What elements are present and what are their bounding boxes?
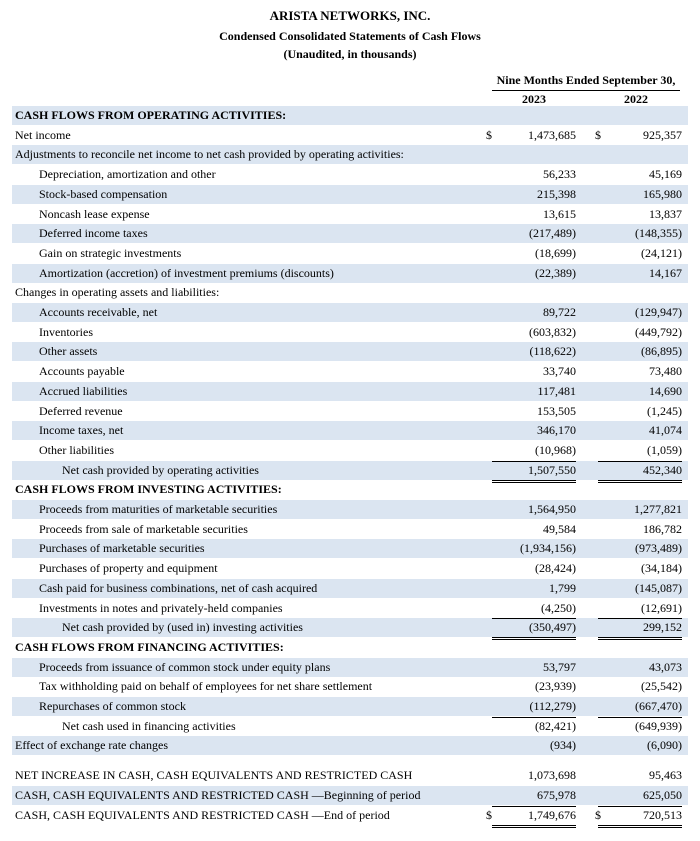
value-2022: (148,355) bbox=[635, 226, 682, 241]
row-label: Income taxes, net bbox=[39, 423, 124, 438]
table-row bbox=[12, 145, 688, 164]
row-label: Accounts payable bbox=[39, 364, 125, 379]
value-2022: 95,463 bbox=[649, 768, 682, 783]
value-2022: (667,470) bbox=[635, 699, 682, 713]
value-2023: 33,740 bbox=[543, 364, 576, 379]
row-label: Purchases of property and equipment bbox=[39, 561, 218, 576]
value-2022: (449,792) bbox=[635, 324, 682, 339]
table-row bbox=[12, 205, 688, 224]
value-2023: (350,497) bbox=[529, 620, 576, 635]
value-2023: 1,473,685 bbox=[528, 127, 576, 142]
value-2022: (24,121) bbox=[641, 245, 682, 260]
table-row bbox=[12, 736, 688, 755]
row-label: Proceeds from sale of marketable securities bbox=[39, 521, 248, 536]
table-row bbox=[12, 342, 688, 361]
value-2022: 452,340 bbox=[643, 462, 682, 477]
row-label: Cash paid for business combinations, net of cash acquired bbox=[39, 580, 318, 595]
company-name: ARISTA NETWORKS, INC. bbox=[269, 8, 431, 23]
row-label: Other liabilities bbox=[39, 442, 114, 457]
table-row bbox=[12, 559, 688, 578]
table-row bbox=[12, 382, 688, 401]
year-2022-header: 2022 bbox=[592, 92, 680, 108]
row-label: Proceeds from maturities of marketable securities bbox=[39, 502, 278, 516]
row-label: Changes in operating assets and liabilities: bbox=[15, 285, 220, 300]
row-label: Accrued liabilities bbox=[39, 383, 128, 398]
value-2023: 13,615 bbox=[543, 206, 576, 221]
period-header: Nine Months Ended September 30, bbox=[492, 73, 680, 91]
row-label: Purchases of marketable securities bbox=[39, 541, 205, 556]
row-label: Deferred income taxes bbox=[39, 226, 148, 241]
table-row bbox=[12, 500, 688, 519]
row-label: Accounts receivable, net bbox=[39, 305, 158, 319]
value-2023: (1,934,156) bbox=[520, 541, 576, 556]
value-2022: 73,480 bbox=[649, 364, 682, 379]
table-row bbox=[12, 185, 688, 204]
value-2023: 1,073,698 bbox=[528, 768, 576, 783]
value-2022: 165,980 bbox=[643, 186, 682, 201]
statement-title: Condensed Consolidated Statements of Cash Flows bbox=[219, 29, 481, 43]
row-label: Investments in notes and privately-held companies bbox=[39, 600, 283, 615]
table-row bbox=[12, 806, 688, 825]
value-2023: 215,398 bbox=[537, 186, 576, 201]
value-2023: 1,507,550 bbox=[528, 462, 576, 477]
value-2022: (1,059) bbox=[647, 442, 682, 457]
total-rule bbox=[492, 461, 576, 483]
row-label: Deferred revenue bbox=[39, 403, 123, 418]
value-2022: (145,087) bbox=[635, 580, 682, 595]
table-row bbox=[12, 697, 688, 716]
value-2023: 1,799 bbox=[549, 580, 576, 595]
value-2023: (28,424) bbox=[535, 561, 576, 576]
row-label: Amortization (accretion) of investment premiums (discounts) bbox=[39, 265, 334, 280]
value-2022: (34,184) bbox=[641, 561, 682, 576]
row-label: Noncash lease expense bbox=[39, 206, 150, 221]
value-2023: 675,978 bbox=[537, 787, 576, 802]
value-2023: (934) bbox=[550, 738, 576, 753]
value-2022: (129,947) bbox=[635, 305, 682, 319]
row-label: CASH FLOWS FROM FINANCING ACTIVITIES: bbox=[15, 639, 284, 654]
table-row bbox=[12, 126, 688, 145]
row-label: Other assets bbox=[39, 344, 98, 359]
row-label: CASH FLOWS FROM INVESTING ACTIVITIES: bbox=[15, 482, 282, 497]
table-row bbox=[12, 402, 688, 421]
row-label: Depreciation, amortization and other bbox=[39, 167, 216, 182]
value-2022: (6,090) bbox=[647, 738, 682, 753]
value-2023: 49,584 bbox=[543, 521, 576, 536]
table-row bbox=[12, 244, 688, 263]
value-2023: 117,481 bbox=[537, 383, 576, 398]
value-2023: 1,564,950 bbox=[528, 502, 576, 516]
table-row bbox=[12, 283, 688, 302]
value-2023: (22,389) bbox=[535, 265, 576, 280]
table-row bbox=[12, 579, 688, 598]
table-row bbox=[12, 638, 688, 657]
table-row bbox=[12, 362, 688, 381]
value-2022: 45,169 bbox=[649, 167, 682, 182]
row-label: Net cash used in financing activities bbox=[62, 718, 236, 733]
value-2023: (112,279) bbox=[529, 699, 576, 713]
row-label: Effect of exchange rate changes bbox=[15, 738, 169, 753]
value-2022: (649,939) bbox=[635, 718, 682, 733]
value-2022: 41,074 bbox=[649, 423, 682, 438]
table-row bbox=[12, 461, 688, 480]
table-row bbox=[12, 520, 688, 539]
table-row bbox=[12, 323, 688, 342]
value-2023: (4,250) bbox=[541, 600, 576, 615]
table-row bbox=[12, 599, 688, 618]
table-row bbox=[12, 106, 688, 125]
value-2022: 720,513 bbox=[643, 807, 682, 822]
value-2022: 13,837 bbox=[649, 206, 682, 221]
value-2022: (12,691) bbox=[641, 600, 682, 615]
table-row bbox=[12, 717, 688, 736]
table-row bbox=[12, 303, 688, 322]
total-rule bbox=[598, 717, 682, 739]
table-row bbox=[12, 480, 688, 499]
value-2022: 14,167 bbox=[649, 265, 682, 280]
value-2022: (1,245) bbox=[647, 403, 682, 418]
value-2023: (18,699) bbox=[535, 245, 576, 260]
row-label: NET INCREASE IN CASH, CASH EQUIVALENTS AND RESTRICTED CASH bbox=[15, 768, 413, 783]
value-2023: 53,797 bbox=[543, 659, 576, 674]
table-row bbox=[12, 677, 688, 696]
value-2022: 43,073 bbox=[649, 659, 682, 674]
row-label: CASH, CASH EQUIVALENTS AND RESTRICTED CASH —End of period bbox=[15, 807, 390, 822]
row-label: Stock-based compensation bbox=[39, 186, 168, 201]
value-2023: (217,489) bbox=[529, 226, 576, 241]
value-2022: 1,277,821 bbox=[634, 502, 682, 516]
value-2023: (82,421) bbox=[535, 718, 576, 733]
table-row bbox=[12, 421, 688, 440]
table-row bbox=[12, 264, 688, 283]
currency-symbol: $ bbox=[595, 127, 601, 142]
table-row bbox=[12, 786, 688, 805]
table-row bbox=[12, 165, 688, 184]
value-2023: 56,233 bbox=[543, 167, 576, 182]
value-2022: (973,489) bbox=[635, 541, 682, 556]
total-rule bbox=[598, 461, 682, 483]
value-2023: (23,939) bbox=[535, 679, 576, 694]
value-2022: 299,152 bbox=[643, 620, 682, 635]
row-label: Inventories bbox=[39, 324, 93, 339]
value-2022: 186,782 bbox=[643, 521, 682, 536]
total-rule bbox=[492, 618, 576, 640]
currency-symbol: $ bbox=[486, 127, 492, 142]
table-row bbox=[12, 658, 688, 677]
value-2023: (118,622) bbox=[529, 344, 576, 359]
table-row bbox=[12, 539, 688, 558]
value-2023: 346,170 bbox=[537, 423, 576, 438]
currency-symbol: $ bbox=[595, 807, 601, 822]
table-row bbox=[12, 766, 688, 785]
value-2022: (86,895) bbox=[641, 344, 682, 359]
row-label: Gain on strategic investments bbox=[39, 245, 182, 260]
row-label: Tax withholding paid on behalf of employees for net share settlement bbox=[39, 679, 373, 694]
value-2022: (25,542) bbox=[641, 679, 682, 694]
total-rule bbox=[492, 806, 576, 828]
row-label: Net cash provided by operating activities bbox=[62, 462, 259, 477]
value-2022: 625,050 bbox=[643, 787, 682, 802]
row-label: Net income bbox=[15, 127, 71, 142]
value-2022: 925,357 bbox=[643, 127, 682, 142]
value-2022: 14,690 bbox=[649, 383, 682, 398]
row-label: Net cash provided by (used in) investing activities bbox=[62, 620, 303, 635]
year-2023-header: 2023 bbox=[492, 92, 576, 108]
table-row bbox=[12, 618, 688, 637]
total-rule bbox=[492, 717, 576, 739]
statement-note: (Unaudited, in thousands) bbox=[283, 47, 417, 61]
table-row bbox=[12, 224, 688, 243]
row-label: CASH, CASH EQUIVALENTS AND RESTRICTED CASH —Beginning of period bbox=[15, 787, 421, 802]
row-label: CASH FLOWS FROM OPERATING ACTIVITIES: bbox=[15, 108, 287, 122]
value-2023: 89,722 bbox=[543, 305, 576, 319]
currency-symbol: $ bbox=[486, 807, 492, 822]
value-2023: (10,968) bbox=[535, 442, 576, 457]
row-label: Adjustments to reconcile net income to net cash provided by operating activities: bbox=[15, 147, 404, 162]
row-label: Repurchases of common stock bbox=[39, 699, 186, 713]
total-rule bbox=[598, 618, 682, 640]
total-rule bbox=[598, 806, 682, 828]
row-label: Proceeds from issuance of common stock under equity plans bbox=[39, 659, 331, 674]
table-row bbox=[12, 441, 688, 460]
value-2023: 1,749,676 bbox=[528, 807, 576, 822]
value-2023: (603,832) bbox=[529, 324, 576, 339]
value-2023: 153,505 bbox=[537, 403, 576, 418]
